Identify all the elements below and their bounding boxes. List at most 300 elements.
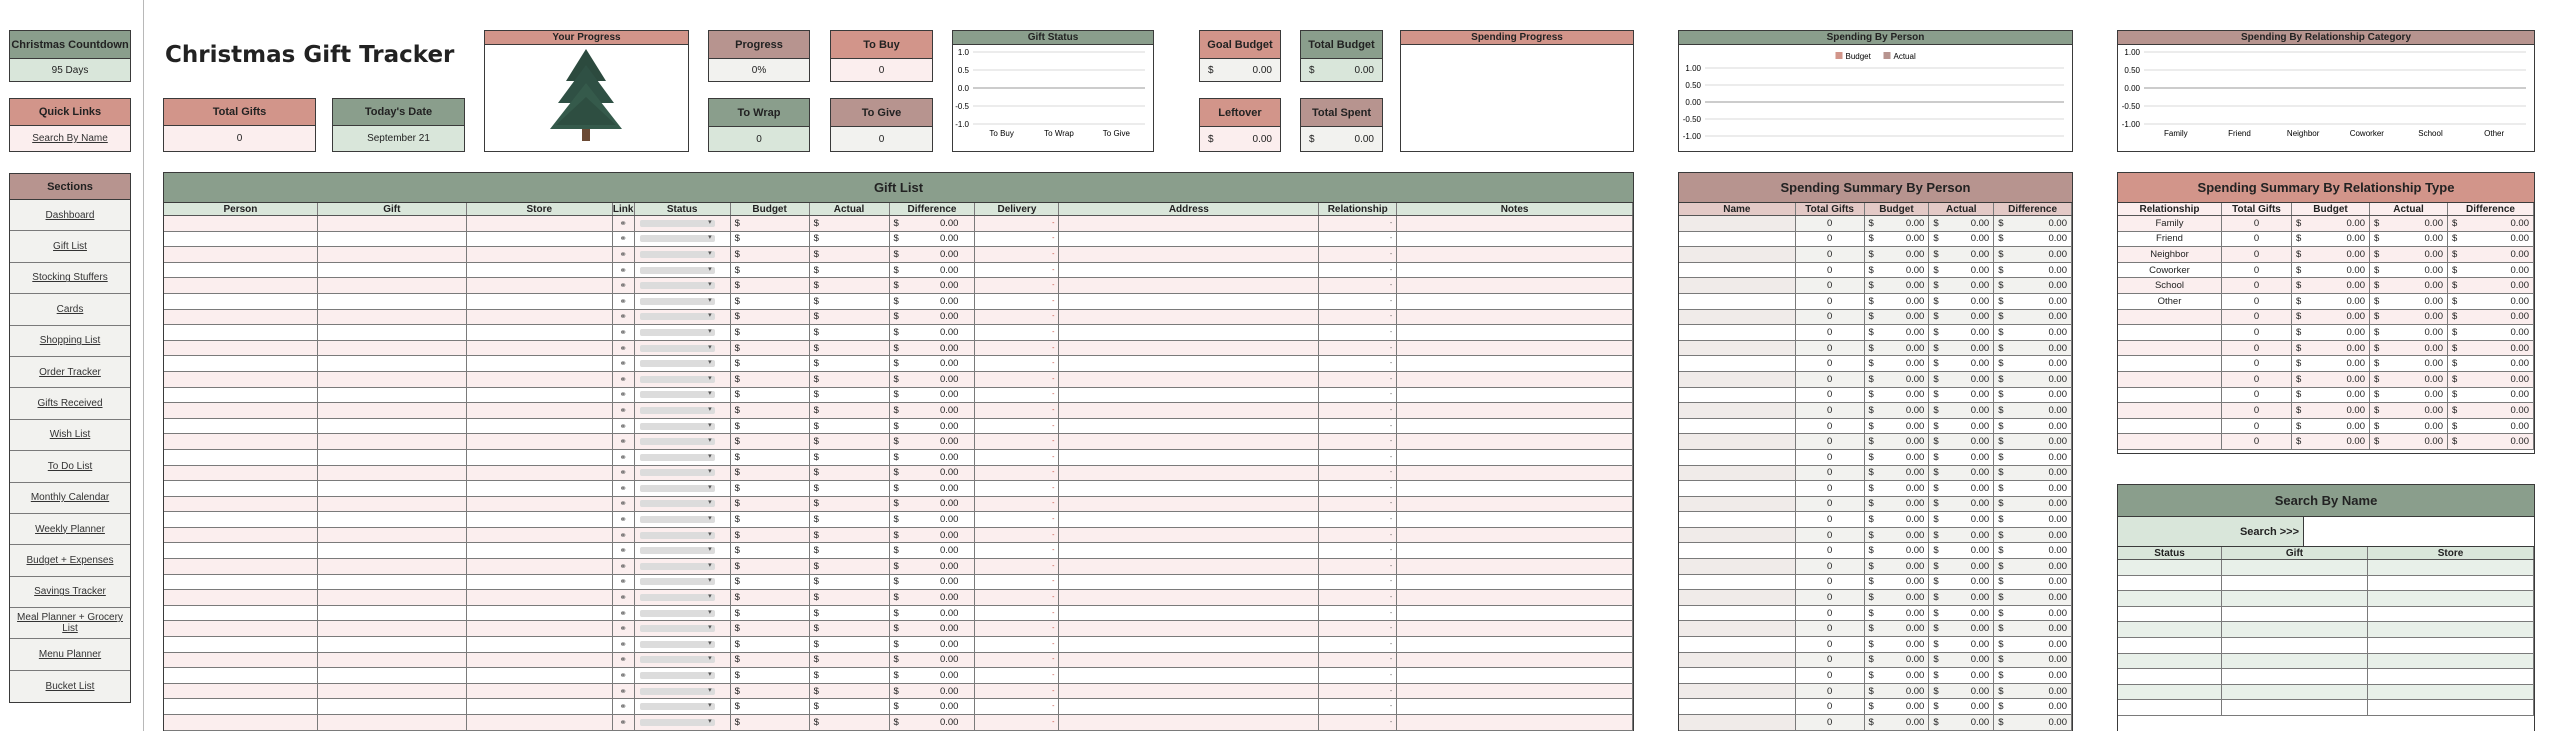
gift-list-cell[interactable] [318, 325, 467, 340]
summary-person-cell[interactable] [1679, 528, 1796, 543]
summary-person-cell[interactable] [1679, 668, 1796, 683]
summary-person-cell[interactable] [1796, 543, 1865, 558]
gift-list-cell[interactable] [613, 294, 635, 309]
summary-rel-cell[interactable] [2448, 247, 2534, 262]
gift-list-cell[interactable] [810, 247, 890, 262]
summary-person-cell[interactable] [1679, 559, 1796, 574]
gift-list-cell[interactable] [1397, 294, 1633, 309]
summary-rel-cell[interactable] [2292, 216, 2370, 231]
gift-list-cell[interactable] [731, 294, 810, 309]
gift-list-cell[interactable] [635, 388, 731, 403]
gift-list-cell[interactable] [890, 497, 976, 512]
gift-list-cell[interactable] [613, 684, 635, 699]
gift-list-cell[interactable] [1319, 216, 1397, 231]
gift-list-cell[interactable] [613, 559, 635, 574]
gift-list-cell[interactable] [635, 356, 731, 371]
gift-list-cell[interactable] [1397, 216, 1633, 231]
summary-person-cell[interactable] [1929, 278, 1994, 293]
summary-rel-cell[interactable] [2222, 388, 2292, 403]
summary-rel-cell[interactable] [2448, 403, 2534, 418]
link-icon[interactable]: ⚭ [619, 295, 627, 306]
gift-list-cell[interactable] [635, 450, 731, 465]
gift-list-cell[interactable] [975, 341, 1059, 356]
section-link-8[interactable]: To Do List [10, 451, 130, 482]
summary-person-cell[interactable] [1679, 653, 1796, 668]
gift-list-cell[interactable] [731, 247, 810, 262]
summary-rel-cell[interactable] [2118, 216, 2222, 231]
gift-list-cell[interactable] [975, 434, 1059, 449]
gift-list-cell[interactable] [890, 325, 976, 340]
summary-person-cell[interactable] [1865, 388, 1930, 403]
gift-list-cell[interactable] [613, 466, 635, 481]
gift-list-cell[interactable] [164, 310, 318, 325]
summary-rel-cell[interactable] [2448, 388, 2534, 403]
summary-rel-cell[interactable] [2448, 278, 2534, 293]
summary-person-cell[interactable] [1679, 715, 1796, 730]
gift-list-cell[interactable] [1319, 653, 1397, 668]
summary-rel-cell[interactable] [2370, 419, 2448, 434]
gift-list-cell[interactable] [890, 278, 976, 293]
summary-person-cell[interactable] [1929, 294, 1994, 309]
summary-person-cell[interactable] [1679, 247, 1796, 262]
summary-person-cell[interactable] [1865, 699, 1930, 714]
gift-list-cell[interactable] [1319, 590, 1397, 605]
gift-list-cell[interactable] [890, 684, 976, 699]
gift-list-cell[interactable] [1059, 263, 1319, 278]
summary-rel-cell[interactable] [2448, 372, 2534, 387]
summary-person-cell[interactable] [1994, 590, 2072, 605]
summary-person-cell[interactable] [1929, 450, 1994, 465]
summary-person-cell[interactable] [1796, 278, 1865, 293]
gift-list-cell[interactable] [731, 606, 810, 621]
gift-list-cell[interactable] [975, 388, 1059, 403]
summary-person-cell[interactable] [1865, 715, 1930, 730]
gift-list-cell[interactable] [635, 497, 731, 512]
gift-list-cell[interactable] [613, 310, 635, 325]
summary-rel-cell[interactable] [2222, 278, 2292, 293]
summary-person-cell[interactable] [1929, 466, 1994, 481]
gift-list-cell[interactable] [1397, 232, 1633, 247]
gift-list-cell[interactable] [890, 247, 976, 262]
summary-person-cell[interactable] [1929, 481, 1994, 496]
gift-list-cell[interactable] [164, 653, 318, 668]
gift-list-cell[interactable] [318, 450, 467, 465]
gift-list-cell[interactable] [810, 356, 890, 371]
gift-list-cell[interactable] [731, 715, 810, 730]
gift-list-cell[interactable] [164, 466, 318, 481]
gift-list-cell[interactable] [318, 699, 467, 714]
gift-list-cell[interactable] [164, 684, 318, 699]
gift-list-cell[interactable] [1397, 715, 1633, 730]
summary-rel-cell[interactable] [2292, 232, 2370, 247]
link-icon[interactable]: ⚭ [619, 311, 627, 322]
gift-list-cell[interactable] [635, 575, 731, 590]
gift-list-cell[interactable] [318, 512, 467, 527]
gift-list-cell[interactable] [164, 621, 318, 636]
link-icon[interactable]: ⚭ [619, 623, 627, 634]
link-icon[interactable]: ⚭ [619, 654, 627, 665]
gift-list-cell[interactable] [1319, 341, 1397, 356]
status-dropdown[interactable] [640, 423, 715, 430]
gift-list-cell[interactable] [1059, 403, 1319, 418]
summary-person-cell[interactable] [1796, 559, 1865, 574]
summary-rel-cell[interactable] [2448, 434, 2534, 449]
gift-list-cell[interactable] [1397, 621, 1633, 636]
gift-list-cell[interactable] [1319, 715, 1397, 730]
gift-list-cell[interactable] [731, 559, 810, 574]
summary-person-cell[interactable] [1929, 434, 1994, 449]
summary-rel-cell[interactable] [2292, 419, 2370, 434]
gift-list-cell[interactable] [1319, 403, 1397, 418]
status-dropdown[interactable] [640, 360, 715, 367]
summary-rel-cell[interactable] [2448, 232, 2534, 247]
summary-person-cell[interactable] [1994, 325, 2072, 340]
gift-list-cell[interactable] [1397, 466, 1633, 481]
gift-list-cell[interactable] [1397, 684, 1633, 699]
gift-list-cell[interactable] [613, 450, 635, 465]
gift-list-cell[interactable] [1397, 668, 1633, 683]
summary-person-cell[interactable] [1994, 606, 2072, 621]
gift-list-cell[interactable] [975, 325, 1059, 340]
gift-list-cell[interactable] [890, 715, 976, 730]
gift-list-cell[interactable] [164, 528, 318, 543]
summary-person-cell[interactable] [1796, 606, 1865, 621]
summary-person-cell[interactable] [1796, 216, 1865, 231]
summary-rel-cell[interactable] [2118, 372, 2222, 387]
gift-list-cell[interactable] [318, 434, 467, 449]
gift-list-cell[interactable] [635, 419, 731, 434]
gift-list-cell[interactable] [1397, 606, 1633, 621]
gift-list-cell[interactable] [164, 699, 318, 714]
summary-rel-cell[interactable] [2118, 278, 2222, 293]
gift-list-cell[interactable] [810, 403, 890, 418]
summary-rel-cell[interactable] [2292, 434, 2370, 449]
status-dropdown[interactable] [640, 719, 715, 726]
summary-person-cell[interactable] [1679, 590, 1796, 605]
gift-list-cell[interactable] [164, 575, 318, 590]
summary-person-cell[interactable] [1994, 372, 2072, 387]
summary-rel-cell[interactable] [2118, 434, 2222, 449]
gift-list-cell[interactable] [810, 278, 890, 293]
gift-list-cell[interactable] [975, 559, 1059, 574]
gift-list-cell[interactable] [1397, 543, 1633, 558]
summary-person-cell[interactable] [1929, 403, 1994, 418]
gift-list-cell[interactable] [890, 263, 976, 278]
link-icon[interactable]: ⚭ [619, 607, 627, 618]
link-icon[interactable]: ⚭ [619, 716, 627, 727]
gift-list-cell[interactable] [731, 403, 810, 418]
gift-list-cell[interactable] [318, 637, 467, 652]
summary-person-cell[interactable] [1929, 606, 1994, 621]
gift-list-cell[interactable] [613, 715, 635, 730]
summary-person-cell[interactable] [1865, 528, 1930, 543]
gift-list-cell[interactable] [1319, 466, 1397, 481]
gift-list-cell[interactable] [975, 216, 1059, 231]
gift-list-cell[interactable] [810, 388, 890, 403]
gift-list-cell[interactable] [1319, 684, 1397, 699]
gift-list-cell[interactable] [1397, 247, 1633, 262]
gift-list-cell[interactable] [810, 715, 890, 730]
summary-person-cell[interactable] [1865, 325, 1930, 340]
summary-rel-cell[interactable] [2448, 216, 2534, 231]
summary-person-cell[interactable] [1679, 278, 1796, 293]
gift-list-cell[interactable] [975, 699, 1059, 714]
section-link-9[interactable]: Monthly Calendar [10, 483, 130, 514]
gift-list-cell[interactable] [613, 575, 635, 590]
summary-person-cell[interactable] [1796, 372, 1865, 387]
gift-list-cell[interactable] [731, 310, 810, 325]
link-icon[interactable]: ⚭ [619, 248, 627, 259]
gift-list-cell[interactable] [731, 668, 810, 683]
gift-list-cell[interactable] [1319, 278, 1397, 293]
gift-list-cell[interactable] [890, 637, 976, 652]
gift-list-cell[interactable] [318, 356, 467, 371]
gift-list-cell[interactable] [731, 341, 810, 356]
gift-list-cell[interactable] [731, 621, 810, 636]
status-dropdown[interactable] [640, 703, 715, 710]
gift-list-cell[interactable] [975, 450, 1059, 465]
gift-list-cell[interactable] [318, 590, 467, 605]
section-link-1[interactable]: Gift List [10, 231, 130, 262]
gift-list-cell[interactable] [1397, 497, 1633, 512]
summary-rel-cell[interactable] [2292, 372, 2370, 387]
section-link-7[interactable]: Wish List [10, 420, 130, 451]
summary-person-cell[interactable] [1796, 356, 1865, 371]
gift-list-cell[interactable] [975, 372, 1059, 387]
summary-person-cell[interactable] [1929, 372, 1994, 387]
summary-rel-cell[interactable] [2118, 419, 2222, 434]
gift-list-cell[interactable] [164, 247, 318, 262]
summary-person-cell[interactable] [1994, 653, 2072, 668]
status-dropdown[interactable] [640, 407, 715, 414]
section-link-5[interactable]: Order Tracker [10, 357, 130, 388]
summary-rel-cell[interactable] [2118, 247, 2222, 262]
summary-rel-cell[interactable] [2222, 403, 2292, 418]
summary-person-cell[interactable] [1796, 403, 1865, 418]
gift-list-cell[interactable] [318, 403, 467, 418]
summary-person-cell[interactable] [1929, 590, 1994, 605]
gift-list-cell[interactable] [731, 325, 810, 340]
gift-list-cell[interactable] [635, 512, 731, 527]
link-icon[interactable]: ⚭ [619, 498, 627, 509]
gift-list-cell[interactable] [1059, 388, 1319, 403]
summary-person-cell[interactable] [1679, 325, 1796, 340]
section-link-14[interactable]: Menu Planner [10, 639, 130, 670]
gift-list-cell[interactable] [1059, 434, 1319, 449]
gift-list-cell[interactable] [810, 325, 890, 340]
gift-list-cell[interactable] [1319, 481, 1397, 496]
summary-rel-cell[interactable] [2222, 419, 2292, 434]
gift-list-cell[interactable] [467, 684, 613, 699]
summary-rel-cell[interactable] [2222, 216, 2292, 231]
gift-list-cell[interactable] [890, 559, 976, 574]
gift-list-cell[interactable] [1059, 637, 1319, 652]
status-dropdown[interactable] [640, 500, 715, 507]
gift-list-cell[interactable] [1397, 590, 1633, 605]
summary-person-cell[interactable] [1796, 621, 1865, 636]
gift-list-cell[interactable] [318, 684, 467, 699]
gift-list-cell[interactable] [164, 278, 318, 293]
gift-list-cell[interactable] [1319, 497, 1397, 512]
gift-list-cell[interactable] [635, 341, 731, 356]
section-link-11[interactable]: Budget + Expenses [10, 545, 130, 576]
gift-list-cell[interactable] [731, 356, 810, 371]
gift-list-cell[interactable] [318, 481, 467, 496]
summary-rel-cell[interactable] [2118, 341, 2222, 356]
summary-rel-cell[interactable] [2118, 310, 2222, 325]
summary-person-cell[interactable] [1929, 232, 1994, 247]
summary-person-cell[interactable] [1929, 637, 1994, 652]
summary-person-cell[interactable] [1796, 684, 1865, 699]
gift-list-cell[interactable] [1397, 372, 1633, 387]
gift-list-cell[interactable] [635, 247, 731, 262]
gift-list-cell[interactable] [467, 497, 613, 512]
summary-person-cell[interactable] [1679, 372, 1796, 387]
summary-rel-cell[interactable] [2118, 388, 2222, 403]
link-icon[interactable]: ⚭ [619, 451, 627, 462]
gift-list-cell[interactable] [1397, 434, 1633, 449]
gift-list-cell[interactable] [1319, 434, 1397, 449]
summary-person-cell[interactable] [1994, 216, 2072, 231]
summary-person-cell[interactable] [1929, 356, 1994, 371]
summary-person-cell[interactable] [1796, 263, 1865, 278]
gift-list-cell[interactable] [1397, 481, 1633, 496]
gift-list-cell[interactable] [731, 575, 810, 590]
summary-person-cell[interactable] [1929, 216, 1994, 231]
gift-list-cell[interactable] [975, 403, 1059, 418]
gift-list-cell[interactable] [467, 310, 613, 325]
gift-list-cell[interactable] [731, 388, 810, 403]
summary-person-cell[interactable] [1679, 310, 1796, 325]
gift-list-cell[interactable] [975, 294, 1059, 309]
summary-person-cell[interactable] [1679, 621, 1796, 636]
link-icon[interactable]: ⚭ [619, 576, 627, 587]
gift-list-cell[interactable] [731, 637, 810, 652]
gift-list-cell[interactable] [890, 528, 976, 543]
status-dropdown[interactable] [640, 610, 715, 617]
gift-list-cell[interactable] [1397, 263, 1633, 278]
summary-rel-cell[interactable] [2292, 325, 2370, 340]
gift-list-cell[interactable] [613, 699, 635, 714]
gift-list-cell[interactable] [731, 481, 810, 496]
gift-list-cell[interactable] [164, 715, 318, 730]
gift-list-cell[interactable] [613, 668, 635, 683]
gift-list-cell[interactable] [810, 528, 890, 543]
gift-list-cell[interactable] [1059, 497, 1319, 512]
gift-list-cell[interactable] [164, 419, 318, 434]
summary-person-cell[interactable] [1679, 497, 1796, 512]
gift-list-cell[interactable] [318, 419, 467, 434]
gift-list-cell[interactable] [890, 699, 976, 714]
summary-rel-cell[interactable] [2448, 263, 2534, 278]
gift-list-cell[interactable] [1059, 419, 1319, 434]
gift-list-cell[interactable] [890, 450, 976, 465]
gift-list-cell[interactable] [810, 497, 890, 512]
gift-list-cell[interactable] [975, 497, 1059, 512]
gift-list-cell[interactable] [890, 232, 976, 247]
summary-person-cell[interactable] [1994, 356, 2072, 371]
link-icon[interactable]: ⚭ [619, 233, 627, 244]
summary-person-cell[interactable] [1679, 356, 1796, 371]
gift-list-cell[interactable] [1319, 575, 1397, 590]
summary-person-cell[interactable] [1994, 450, 2072, 465]
gift-list-cell[interactable] [810, 341, 890, 356]
gift-list-cell[interactable] [635, 310, 731, 325]
gift-list-cell[interactable] [975, 543, 1059, 558]
gift-list-cell[interactable] [635, 621, 731, 636]
gift-list-cell[interactable] [613, 434, 635, 449]
gift-list-cell[interactable] [467, 294, 613, 309]
gift-list-cell[interactable] [731, 263, 810, 278]
gift-list-cell[interactable] [164, 434, 318, 449]
gift-list-cell[interactable] [635, 263, 731, 278]
gift-list-cell[interactable] [1397, 637, 1633, 652]
gift-list-cell[interactable] [467, 621, 613, 636]
summary-person-cell[interactable] [1796, 434, 1865, 449]
gift-list-cell[interactable] [1397, 419, 1633, 434]
gift-list-cell[interactable] [975, 232, 1059, 247]
gift-list-cell[interactable] [1397, 575, 1633, 590]
gift-list-cell[interactable] [1319, 606, 1397, 621]
gift-list-cell[interactable] [1319, 528, 1397, 543]
gift-list-cell[interactable] [467, 699, 613, 714]
summary-person-cell[interactable] [1679, 388, 1796, 403]
gift-list-cell[interactable] [1059, 372, 1319, 387]
link-icon[interactable]: ⚭ [619, 436, 627, 447]
summary-person-cell[interactable] [1994, 278, 2072, 293]
section-link-3[interactable]: Cards [10, 294, 130, 325]
gift-list-cell[interactable] [1319, 247, 1397, 262]
summary-rel-cell[interactable] [2222, 372, 2292, 387]
summary-person-cell[interactable] [1679, 466, 1796, 481]
gift-list-cell[interactable] [1319, 356, 1397, 371]
summary-rel-cell[interactable] [2118, 403, 2222, 418]
summary-person-cell[interactable] [1865, 481, 1930, 496]
gift-list-cell[interactable] [1319, 543, 1397, 558]
summary-person-cell[interactable] [1796, 575, 1865, 590]
gift-list-cell[interactable] [890, 310, 976, 325]
summary-rel-cell[interactable] [2292, 247, 2370, 262]
gift-list-cell[interactable] [318, 294, 467, 309]
gift-list-cell[interactable] [1059, 559, 1319, 574]
status-dropdown[interactable] [640, 516, 715, 523]
summary-rel-cell[interactable] [2292, 403, 2370, 418]
gift-list-cell[interactable] [318, 543, 467, 558]
gift-list-cell[interactable] [467, 434, 613, 449]
summary-person-cell[interactable] [1796, 528, 1865, 543]
gift-list-cell[interactable] [975, 590, 1059, 605]
gift-list-cell[interactable] [810, 232, 890, 247]
summary-person-cell[interactable] [1679, 419, 1796, 434]
gift-list-cell[interactable] [635, 372, 731, 387]
gift-list-cell[interactable] [890, 481, 976, 496]
gift-list-cell[interactable] [613, 403, 635, 418]
summary-rel-cell[interactable] [2370, 341, 2448, 356]
summary-person-cell[interactable] [1994, 481, 2072, 496]
gift-list-cell[interactable] [1397, 403, 1633, 418]
gift-list-cell[interactable] [890, 419, 976, 434]
section-link-15[interactable]: Bucket List [10, 671, 130, 702]
summary-person-cell[interactable] [1679, 684, 1796, 699]
gift-list-cell[interactable] [635, 559, 731, 574]
gift-list-cell[interactable] [810, 653, 890, 668]
gift-list-cell[interactable] [731, 434, 810, 449]
gift-list-cell[interactable] [810, 263, 890, 278]
gift-list-cell[interactable] [164, 232, 318, 247]
gift-list-cell[interactable] [975, 247, 1059, 262]
summary-rel-cell[interactable] [2292, 278, 2370, 293]
summary-person-cell[interactable] [1679, 294, 1796, 309]
